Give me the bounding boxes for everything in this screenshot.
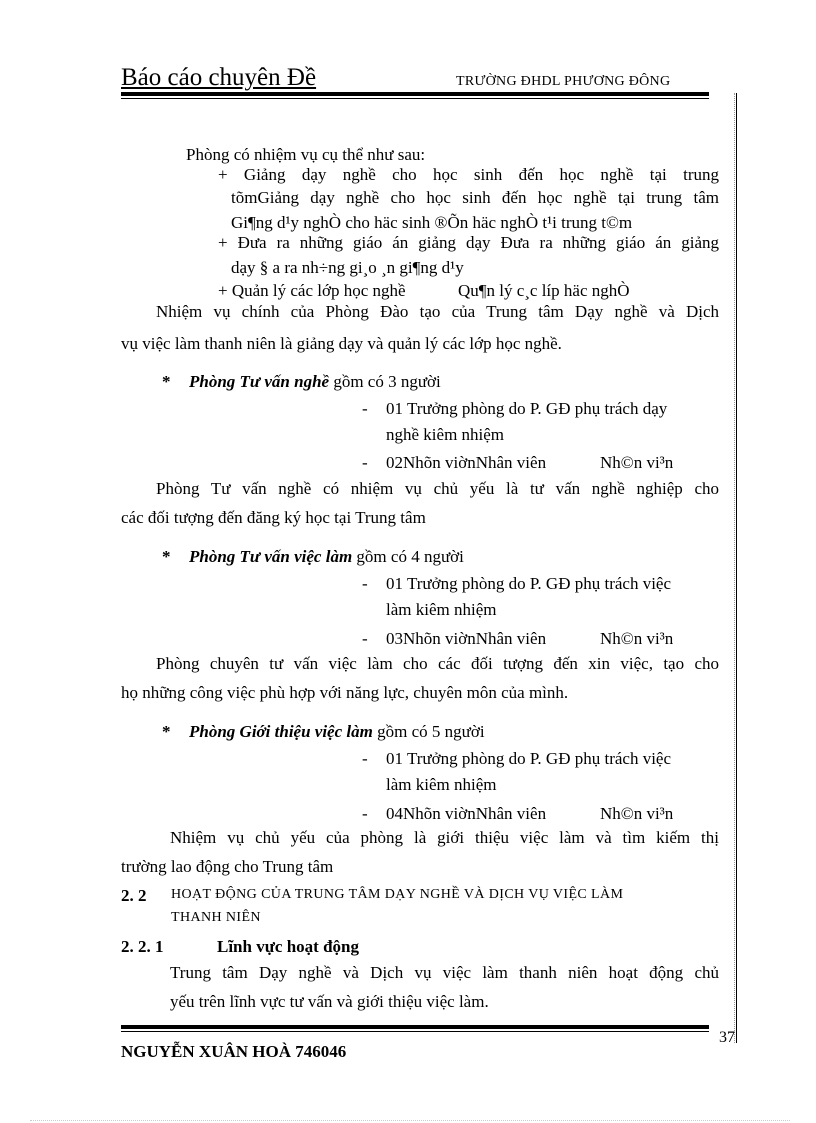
duty-item-3: + Quản lý các lớp học nghề	[218, 281, 406, 300]
main-duty-para: Nhiệm vụ chính của Phòng Đào tạo của Trung tâm Dạy nghề và Dịch	[156, 302, 719, 321]
subheading-title: Lĩnh vực hoạt động	[217, 937, 359, 956]
section-desc-2: họ những công việc phù hợp với năng lực, chuyên môn của mình.	[121, 683, 569, 702]
dash-icon: -	[362, 453, 368, 472]
dash-icon: -	[362, 749, 368, 768]
dash-icon: -	[362, 399, 368, 418]
duty-item-2-garbled: dạy § a ra nh÷ng gi¸o ¸n gi¶ng d¹y	[231, 258, 464, 277]
section-heading: * Phòng Tư vấn việc làm gồm có 4 người	[162, 547, 464, 566]
dash-icon: -	[362, 804, 368, 823]
section-heading: * Phòng Giới thiệu việc làm gồm có 5 người	[162, 722, 485, 741]
final-para-2: yếu trên lĩnh vực tư vấn và giới thiệu việc làm.	[170, 992, 489, 1011]
header-school: TRƯỜNG ĐHDL PHƯƠNG ĐÔNG	[456, 74, 671, 89]
page-bottom-dots	[30, 1120, 790, 1121]
footer-rule-thick	[121, 1025, 709, 1029]
section-desc-2: các đối tượng đến đăng ký học tại Trung tâm	[121, 508, 426, 527]
main-duty-para-2: vụ việc làm thanh niên là giảng dạy và quản lý các lớp học nghề.	[121, 334, 562, 353]
staff-item-cont: làm kiêm nhiệm	[386, 775, 497, 794]
staff-item-garbled: Nh©n vi³n	[600, 629, 674, 648]
duty-item-1-garbled: Gi¶ng d¹y nghÒ cho häc sinh ®Õn häc nghÒ t¹i trung t©m	[231, 213, 633, 232]
page-edge	[736, 93, 737, 1043]
duty-intro: Phòng có nhiệm vụ cụ thể như sau:	[186, 145, 426, 164]
staff-item: 01 Trưởng phòng do P. GĐ phụ trách việc	[386, 574, 672, 593]
duty-item-2: + Đưa ra những giáo án giảng dạy Đưa ra những giáo án giảng	[218, 233, 719, 252]
subheading-number: 2. 2. 1	[121, 937, 164, 956]
duty-item-1: + Giảng dạy nghề cho học sinh đến học nghề tại trung	[218, 165, 719, 184]
duty-item-3-garbled: Qu¶n lý c¸c líp häc nghÒ	[458, 281, 630, 300]
heading-title-2: THANH NIÊN	[171, 910, 261, 925]
staff-item-garbled: Nh©n vi³n	[600, 804, 674, 823]
staff-item: 04Nhõn viờnNhân viên	[386, 804, 547, 823]
staff-item: 02Nhõn viờnNhân viên	[386, 453, 547, 472]
final-para: Trung tâm Dạy nghề và Dịch vụ việc làm thanh niên hoạt động chủ	[170, 963, 719, 982]
footer-rule-thin	[121, 1031, 709, 1032]
section-desc: Phòng chuyên tư vấn việc làm cho các đối tượng đến xin việc, tạo cho	[156, 654, 719, 673]
header-rule-thin	[121, 98, 709, 99]
dash-icon: -	[362, 629, 368, 648]
page-edge-dotted	[734, 93, 735, 1043]
staff-item: 03Nhõn viờnNhân viên	[386, 629, 547, 648]
section-desc: Phòng Tư vấn nghề có nhiệm vụ chủ yếu là tư vấn nghề nghiệp cho	[156, 479, 719, 498]
staff-item-garbled: Nh©n vi³n	[600, 453, 674, 472]
duty-item-1-dup: tõmGiảng dạy nghề cho học sinh đến học nghề tại trung tâm	[231, 188, 719, 207]
section-heading: * Phòng Tư vấn nghề gồm có 3 người	[162, 372, 441, 391]
footer-author: NGUYỄN XUÂN HOÀ 746046	[121, 1042, 347, 1061]
staff-item: 01 Trưởng phòng do P. GĐ phụ trách dạy	[386, 399, 668, 418]
header-rule-thick	[121, 92, 709, 96]
staff-item-cont: nghề kiêm nhiệm	[386, 425, 505, 444]
header-title: Báo cáo chuyên Đề	[121, 64, 317, 91]
staff-item-cont: làm kiêm nhiệm	[386, 600, 497, 619]
staff-item: 01 Trưởng phòng do P. GĐ phụ trách việc	[386, 749, 672, 768]
page-number: 37	[719, 1029, 735, 1046]
heading-title: HOẠT ĐỘNG CỦA TRUNG TÂM DẠY NGHỀ VÀ DỊCH VỤ VIỆC LÀM	[171, 887, 624, 902]
section-desc: Nhiệm vụ chủ yếu của phòng là giới thiệu việc làm và tìm kiếm thị	[170, 828, 719, 847]
dash-icon: -	[362, 574, 368, 593]
section-desc-2: trường lao động cho Trung tâm	[121, 857, 334, 876]
heading-number: 2. 2	[121, 886, 147, 905]
